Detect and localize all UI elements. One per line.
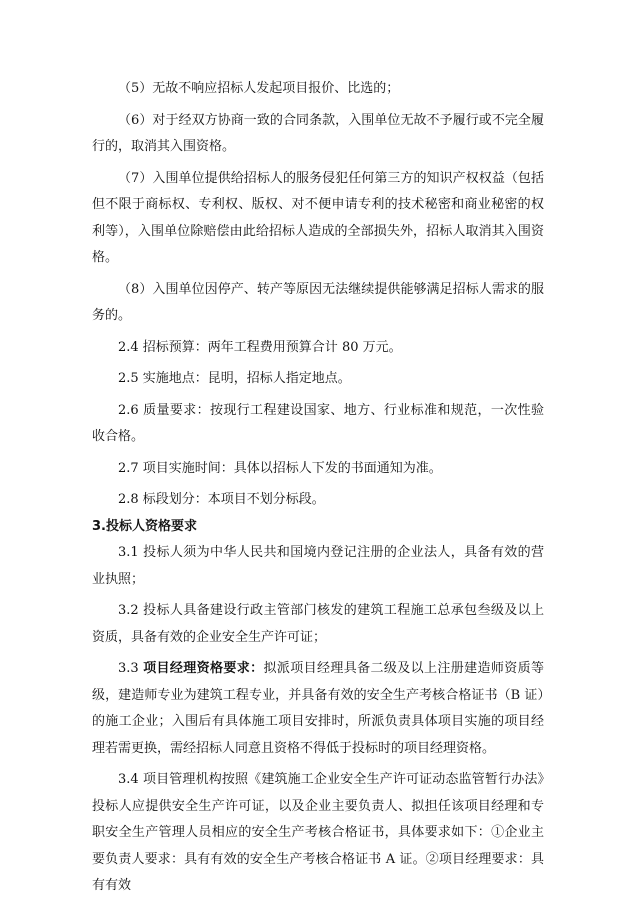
requirement-3-3 (92, 656, 544, 762)
requirement-3-4: 3.4 项目管理机构按照《建筑施工企业安全生产许可证动态监管暂行办法》投标人应提供安全生产许可证，以及企业主要负责人、拟担任该项目经理和专职安全生产管理人员相应的安全生产考核合格证书，具体要求如下：①企业主要负责人要求：具有有效的安全生产考核合格证书 A 证。②项目经理要求：具有有效 (92, 772, 544, 893)
section-heading: 3.投标人资格要求 (92, 518, 197, 534)
location-item: 2.5 实施地点：昆明，招标人指定地点。 (118, 371, 351, 386)
clause-6: （6）对于经双方协商一致的合同条款，入围单位无故不予履行或不完全履行的，取消其入围资格。 (92, 112, 544, 154)
schedule-item: 2.7 项目实施时间：具体以招标人下发的书面通知为准。 (118, 460, 442, 476)
quality-item: 2.6 质量要求：按现行工程建设国家、地方、行业标准和规范，一次性验收合格。 (92, 402, 544, 444)
budget-item: 2.4 招标预算：两年工程费用预算合计 80 万元。 (118, 339, 402, 355)
requirement-3-3-text: 拟派项目经理具备二级及以上注册建造师资质等级，建造师专业为建筑工程专业，并具备有效的安全生产考核合格证书（B 证）的施工企业；入围后有具体施工项目安排时，所派负责具体项目实施的项目经理若需更换，需经招标人同意且资格不得低于投标时的项目经理资格。 (92, 661, 544, 756)
clause-7: （7）入围单位提供给招标人的服务侵犯任何第三方的知识产权权益（包括但不限于商标权、专利权、版权、对不便申请专利的技术秘密和商业秘密的权利等），入围单位除赔偿由此给招标人造成的全部损失外，招标人取消其入围资格。 (92, 170, 544, 265)
requirement-3-2: 3.2 投标人具备建设行政主管部门核发的建筑工程施工总承包叁级及以上资质，具备有效的企业安全生产许可证； (92, 603, 544, 645)
clause-8: （8）入围单位因停产、转产等原因无法继续提供能够满足招标人需求的服务的。 (92, 281, 544, 323)
clause-5: （5）无故不响应招标人发起项目报价、比选的； (118, 81, 400, 96)
requirement-3-3-number: 3.3 (118, 661, 144, 676)
requirement-3-3-label: 项目经理资格要求： (143, 661, 264, 676)
lot-item: 2.8 标段划分：本项目不划分标段。 (118, 492, 325, 507)
document-body (92, 76, 544, 900)
requirement-3-1: 3.1 投标人须为中华人民共和国境内登记注册的企业法人，具备有效的营业执照； (92, 545, 544, 587)
